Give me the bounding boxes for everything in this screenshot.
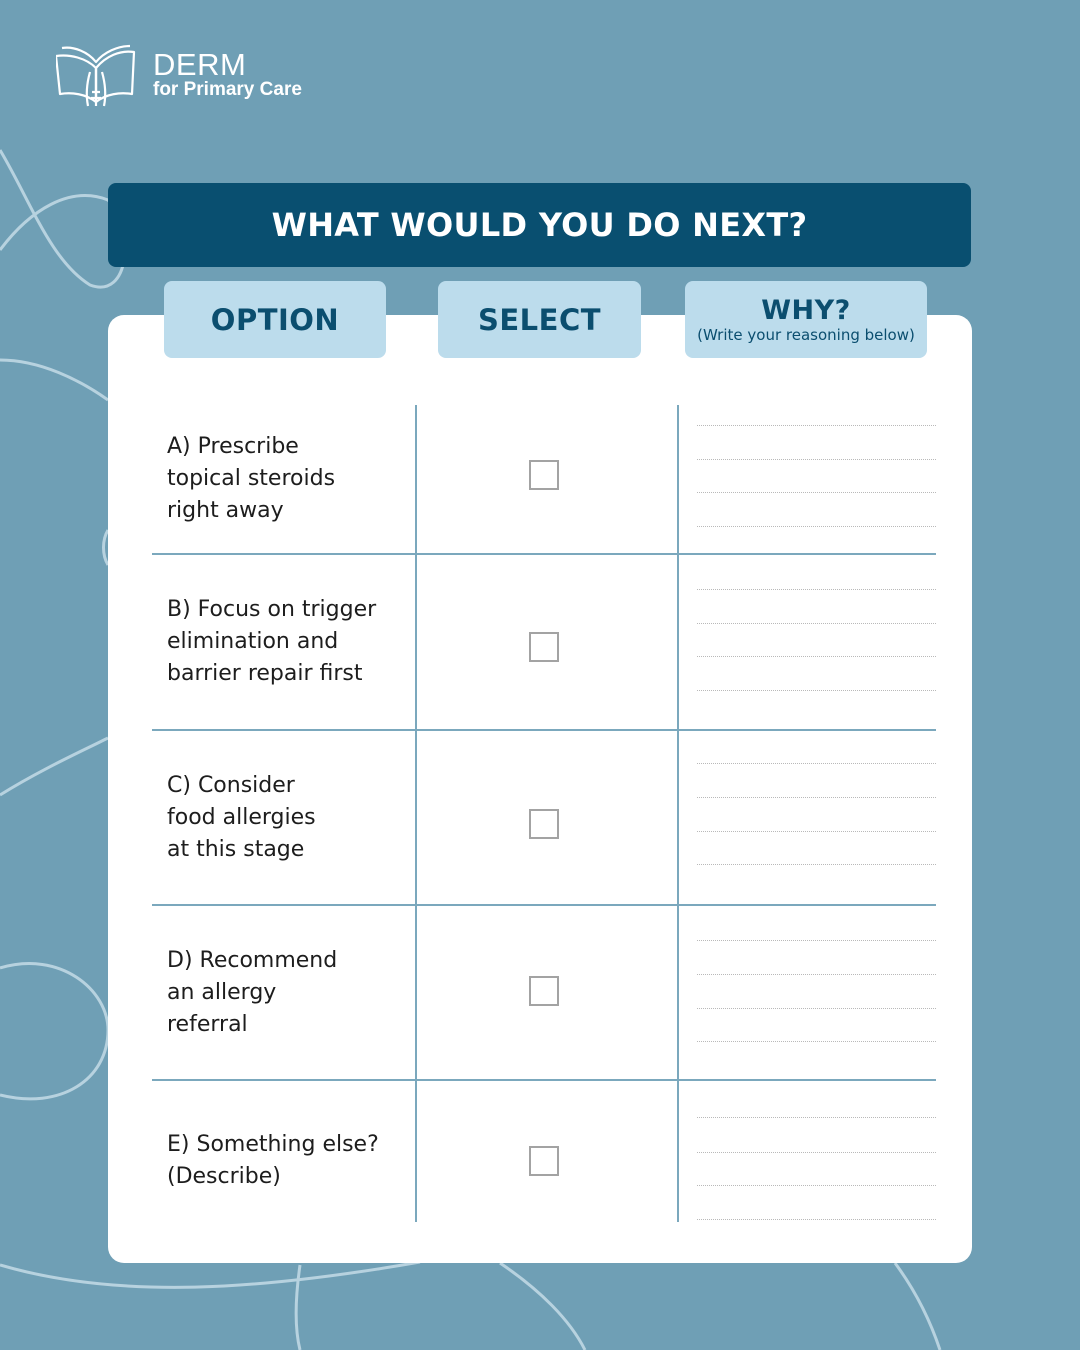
column-header-select: [438, 281, 641, 358]
reasoning-line[interactable]: [697, 459, 936, 460]
column-divider: [415, 405, 417, 1222]
question-banner: [108, 183, 971, 267]
option-b: [167, 555, 407, 729]
option-e: [167, 1081, 407, 1241]
column-header-why: [685, 281, 927, 358]
reasoning-line[interactable]: [697, 864, 936, 865]
column-header-option: [164, 281, 386, 358]
reasoning-line[interactable]: [697, 1041, 936, 1042]
option-c-checkbox[interactable]: [529, 809, 559, 839]
option-d-checkbox[interactable]: [529, 976, 559, 1006]
reasoning-line[interactable]: [697, 526, 936, 527]
option-e-checkbox[interactable]: [529, 1146, 559, 1176]
brand-logo: [56, 42, 302, 108]
reasoning-line[interactable]: [697, 425, 936, 426]
option-c-label: C) Consider food allergies at this stage: [167, 772, 316, 862]
reasoning-line[interactable]: [697, 492, 936, 493]
column-header-why-note: (Write your reasoning below): [697, 325, 915, 344]
column-header-select-label: SELECT: [477, 302, 602, 337]
option-d-label: D) Recommend an allergy referral: [167, 947, 338, 1037]
column-divider: [677, 405, 679, 1222]
option-e-label: E) Something else? (Describe): [167, 1132, 379, 1189]
question-title: WHAT WOULD YOU DO NEXT?: [271, 206, 808, 244]
column-header-why-label: WHY?: [761, 294, 851, 326]
brand-subtitle: for Primary Care: [153, 79, 302, 100]
reasoning-line[interactable]: [697, 831, 936, 832]
option-d: [167, 906, 407, 1079]
reasoning-line[interactable]: [697, 797, 936, 798]
option-a-checkbox[interactable]: [529, 460, 559, 490]
option-c: [167, 731, 407, 904]
reasoning-line[interactable]: [697, 1219, 936, 1220]
reasoning-line[interactable]: [697, 623, 936, 624]
reasoning-line[interactable]: [697, 1008, 936, 1009]
reasoning-line[interactable]: [697, 656, 936, 657]
reasoning-line[interactable]: [697, 690, 936, 691]
reasoning-line[interactable]: [697, 1117, 936, 1118]
column-header-option-label: OPTION: [210, 302, 340, 337]
reasoning-line[interactable]: [697, 589, 936, 590]
option-a: [167, 405, 407, 553]
option-a-label: A) Prescribe topical steroids right away: [167, 434, 336, 523]
open-book-icon: [56, 42, 136, 108]
reasoning-line[interactable]: [697, 940, 936, 941]
reasoning-line[interactable]: [697, 763, 936, 764]
option-b-checkbox[interactable]: [529, 632, 559, 662]
brand-title: DERM: [153, 47, 247, 82]
reasoning-line[interactable]: [697, 974, 936, 975]
reasoning-line[interactable]: [697, 1152, 936, 1153]
reasoning-line[interactable]: [697, 1185, 936, 1186]
option-b-label: B) Focus on trigger elimination and barrier repair first: [167, 597, 377, 686]
